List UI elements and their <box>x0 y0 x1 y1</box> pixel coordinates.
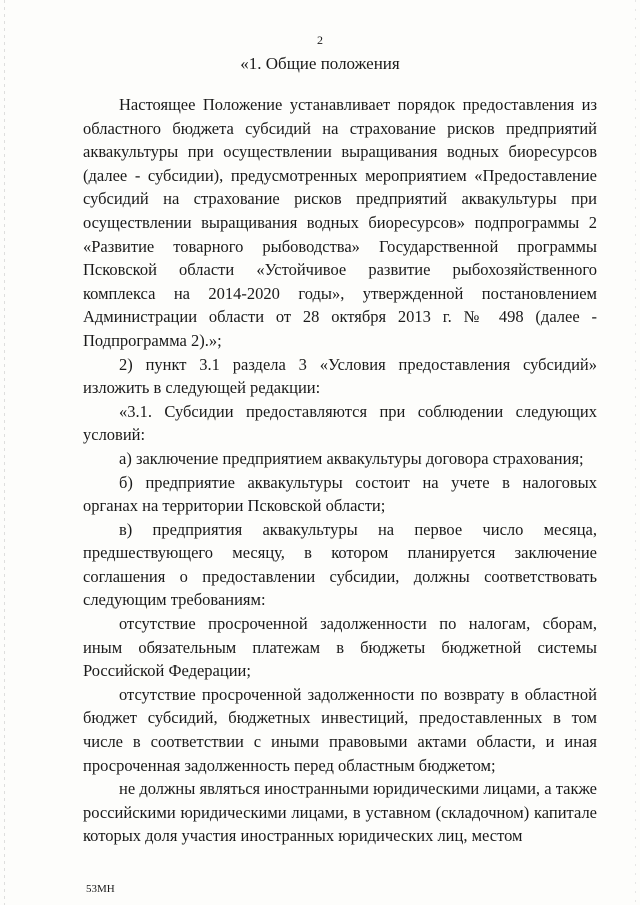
paragraph-condition-a: а) заключение предприятием аквакультуры договора страхования; <box>119 448 584 468</box>
document-body <box>83 93 597 848</box>
paragraph-requirement-foreign: не должны являться иностранными юридическими лицами, а также российскими юридическими лицами, в уставном (складочном) капитале которых доля участия иностранных юридических лиц, местом <box>83 779 597 846</box>
paragraph-intro: Настоящее Положение устанавливает порядок предоставления из областного бюджета субсидий на страхование рисков предприятий аквакультуры при осуществлении выращивания водных биоресурсов (далее - субсидии), предусмотренных мероприятием «Предоставление субсидий на страхование рисков предприятий аквакультуры при осуществлении выращивания водных биоресурсов» подпрограммы 2 «Развитие товарного рыбоводства» Государственной программы Псковской области «Устойчивое развитие рыбохозяйственного комплекса на 2014-2020 годы», утвержденной постановлением Администрации области от 28 октября 2013 г. № 498 (далее - Подпрограмма 2).»; <box>83 95 597 350</box>
scan-edge-right <box>635 0 636 905</box>
paragraph-item-2: 2) пункт 3.1 раздела 3 «Условия предоставления субсидий» изложить в следующей редакции: <box>83 354 597 398</box>
paragraph-requirement-taxes: отсутствие просроченной задолженности по налогам, сборам, иным обязательным платежам в бюджеты бюджетной системы Российской Федерации; <box>83 614 597 681</box>
footer-code: 53МН <box>86 883 115 895</box>
paragraph-condition-b: б) предприятие аквакультуры состоит на учете в налоговых органах на территории Псковской области; <box>83 472 597 516</box>
paragraph-condition-c: в) предприятия аквакультуры на первое число месяца, предшествующего месяцу, в котором планируется заключение соглашения о предоставлении субсидии, должны соответствовать следующим требованиям: <box>83 519 597 610</box>
page-number: 2 <box>317 33 323 47</box>
paragraph-requirement-debt: отсутствие просроченной задолженности по возврату в областной бюджет субсидий, бюджетных инвестиций, предоставленных в том числе в соответствии с иными правовыми актами области, и иная просроченная задолженность перед областным бюджетом; <box>83 684 597 775</box>
paragraph-clause-3-1: «3.1. Субсидии предоставляются при соблюдении следующих условий: <box>83 401 597 445</box>
section-title: «1. Общие положения <box>240 54 400 73</box>
scan-edge-left <box>4 0 5 905</box>
